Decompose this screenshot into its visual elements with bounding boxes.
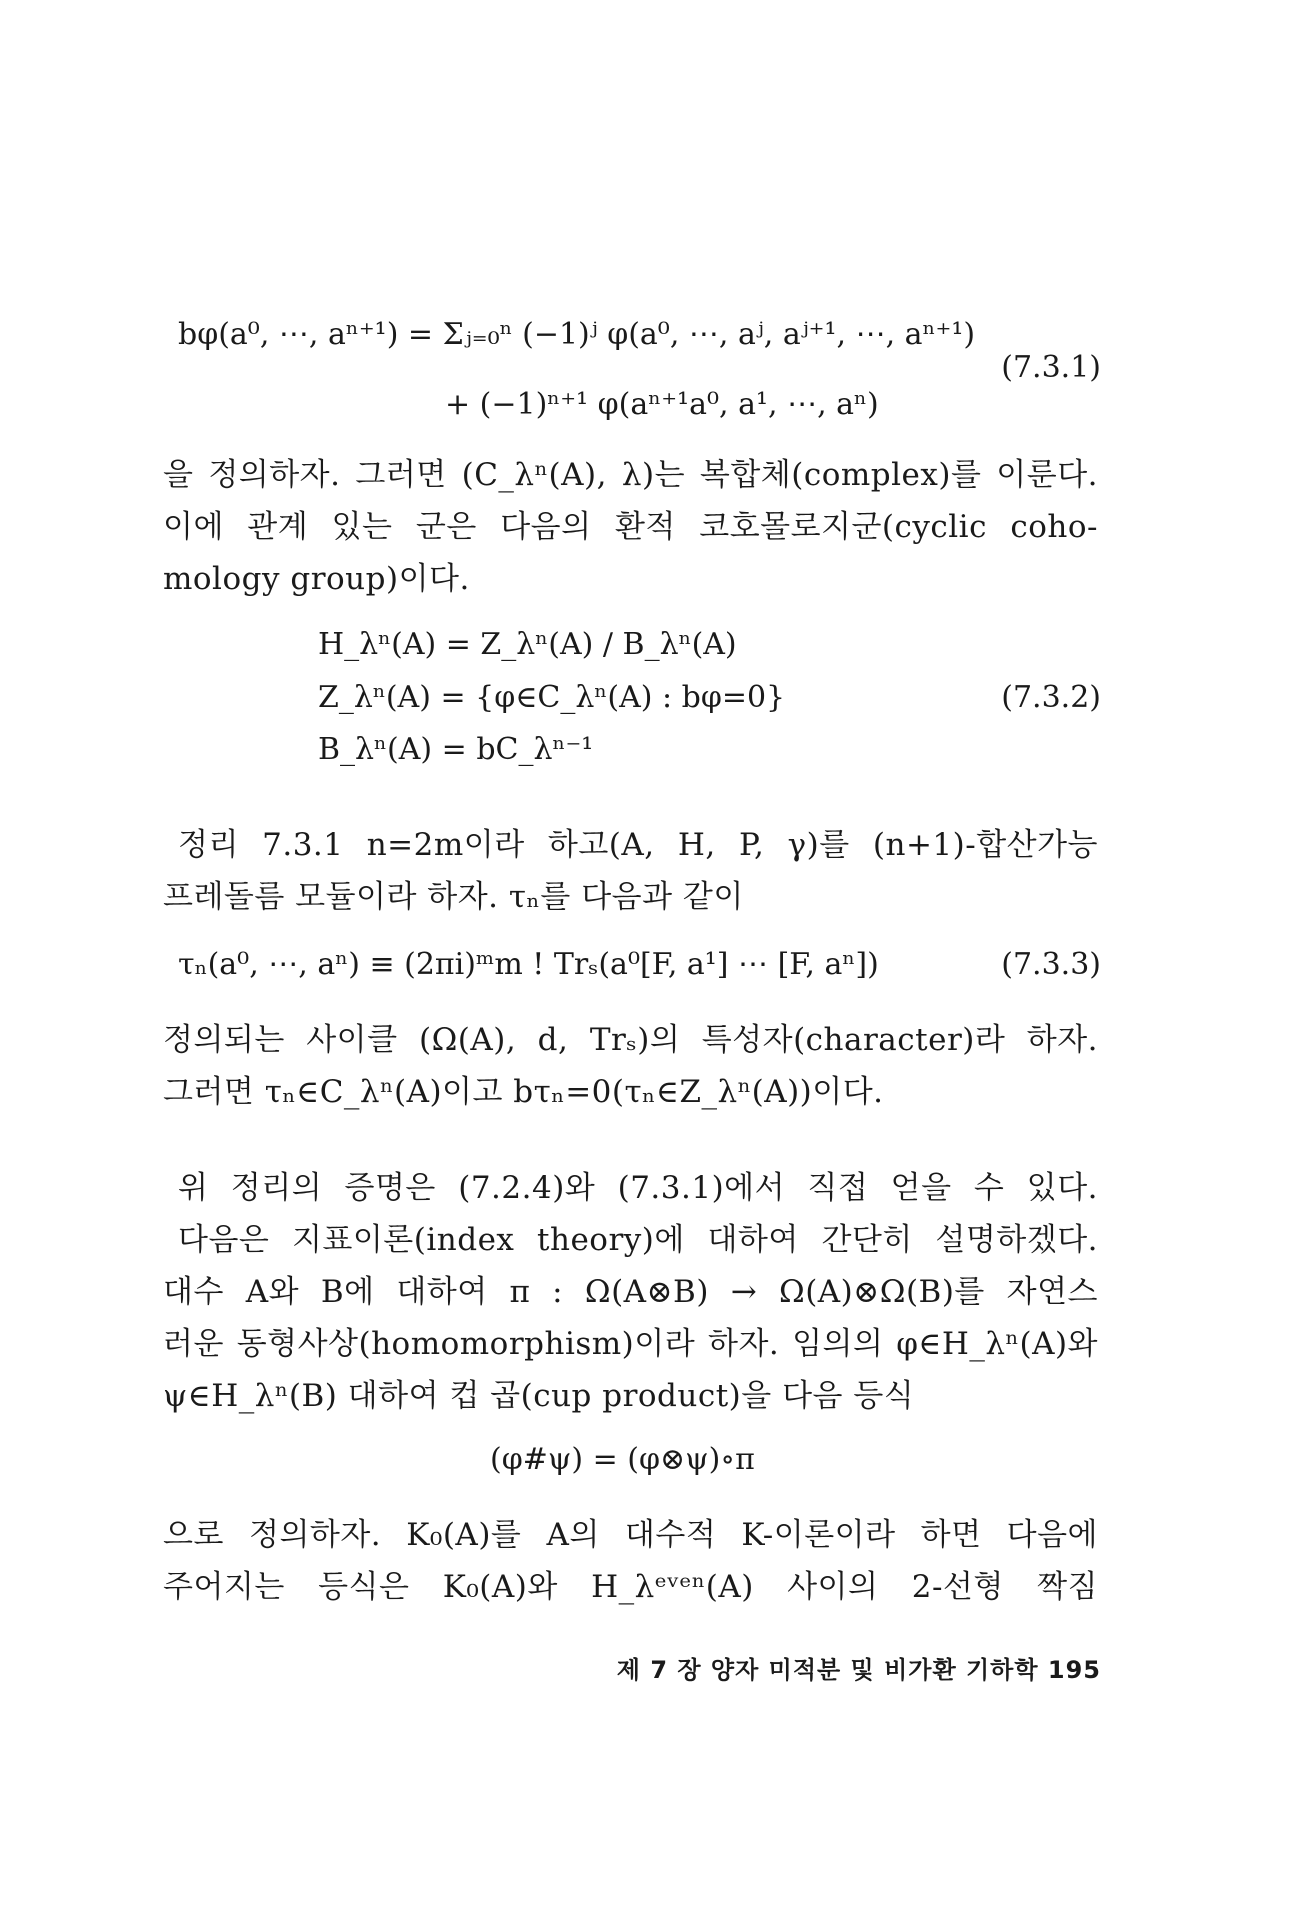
paragraph4-line2: 주어지는 등식은 K₀(A)와 H_λᵉᵛᵉⁿ(A) 사이의 2-선형 짝짐 [163,1569,1098,1605]
equation-cup-product: (φ#ψ) = (φ⊗ψ)∘π [490,1442,755,1477]
equation-7-3-1-line2: + (−1)ⁿ⁺¹ φ(aⁿ⁺¹a⁰, a¹, ⋯, aⁿ) [445,387,879,422]
paragraph1-line1: 을 정의하자. 그러면 (C_λⁿ(A), λ)는 복합체(complex)를 이룬다. [163,457,1098,493]
paragraph3-line4: 러운 동형사상(homomorphism)이라 하자. 임의의 φ∈H_λⁿ(A)와 [163,1326,1098,1362]
paragraph3-line5: ψ∈H_λⁿ(B) 대하여 컵 곱(cup product)을 다음 등식 [163,1378,915,1414]
equation-number-7-3-3: (7.3.3) [1001,947,1101,982]
theorem-line2: 프레돌름 모듈이라 하자. τₙ를 다음과 같이 [163,879,744,915]
equation-7-3-2-line3: B_λⁿ(A) = bC_λⁿ⁻¹ [318,732,594,767]
paragraph3-line3: 대수 A와 B에 대하여 π : Ω(A⊗B) → Ω(A)⊗Ω(B)를 자연스 [163,1274,1098,1310]
equation-number-7-3-1: (7.3.1) [1001,350,1101,385]
equation-7-3-1-line1: bφ(a⁰, ⋯, aⁿ⁺¹) = Σⱼ₌₀ⁿ (−1)ʲ φ(a⁰, ⋯, aʲ, aʲ⁺¹, ⋯, aⁿ⁺¹) [178,317,976,352]
paragraph3-line2: 다음은 지표이론(index theory)에 대하여 간단히 설명하겠다. [178,1222,1098,1258]
equation-7-3-2-line2: Z_λⁿ(A) = {φ∈C_λⁿ(A) : bφ=0} [318,680,786,715]
equation-7-3-2-line1: H_λⁿ(A) = Z_λⁿ(A) / B_λⁿ(A) [318,627,737,662]
paragraph4-line1: 으로 정의하자. K₀(A)를 A의 대수적 K-이론이라 하면 다음에 [163,1517,1098,1553]
paragraph2-line2: 그러면 τₙ∈C_λⁿ(A)이고 bτₙ=0(τₙ∈Z_λⁿ(A))이다. [163,1074,884,1110]
paragraph2-line1: 정의되는 사이클 (Ω(A), d, Trₛ)의 특성자(character)라 하자. [163,1022,1098,1058]
paragraph3-line1: 위 정리의 증명은 (7.2.4)와 (7.3.1)에서 직접 얻을 수 있다. [178,1170,1098,1206]
page-footer: 제 7 장 양자 미적분 및 비가환 기하학 195 [616,1656,1101,1684]
theorem-line1: 정리 7.3.1 n=2m이라 하고(A, H, P, γ)를 (n+1)-합산가능 [178,827,1098,863]
equation-number-7-3-2: (7.3.2) [1001,680,1101,715]
equation-7-3-3: τₙ(a⁰, ⋯, aⁿ) ≡ (2πi)ᵐm ! Trₛ(a⁰[F, a¹] ⋯ [F, aⁿ]) [178,947,879,982]
paragraph1-line2: 이에 관계 있는 군은 다음의 환적 코호몰로지군(cyclic coho- [163,509,1098,545]
paragraph1-line3: mology group)이다. [163,561,470,597]
